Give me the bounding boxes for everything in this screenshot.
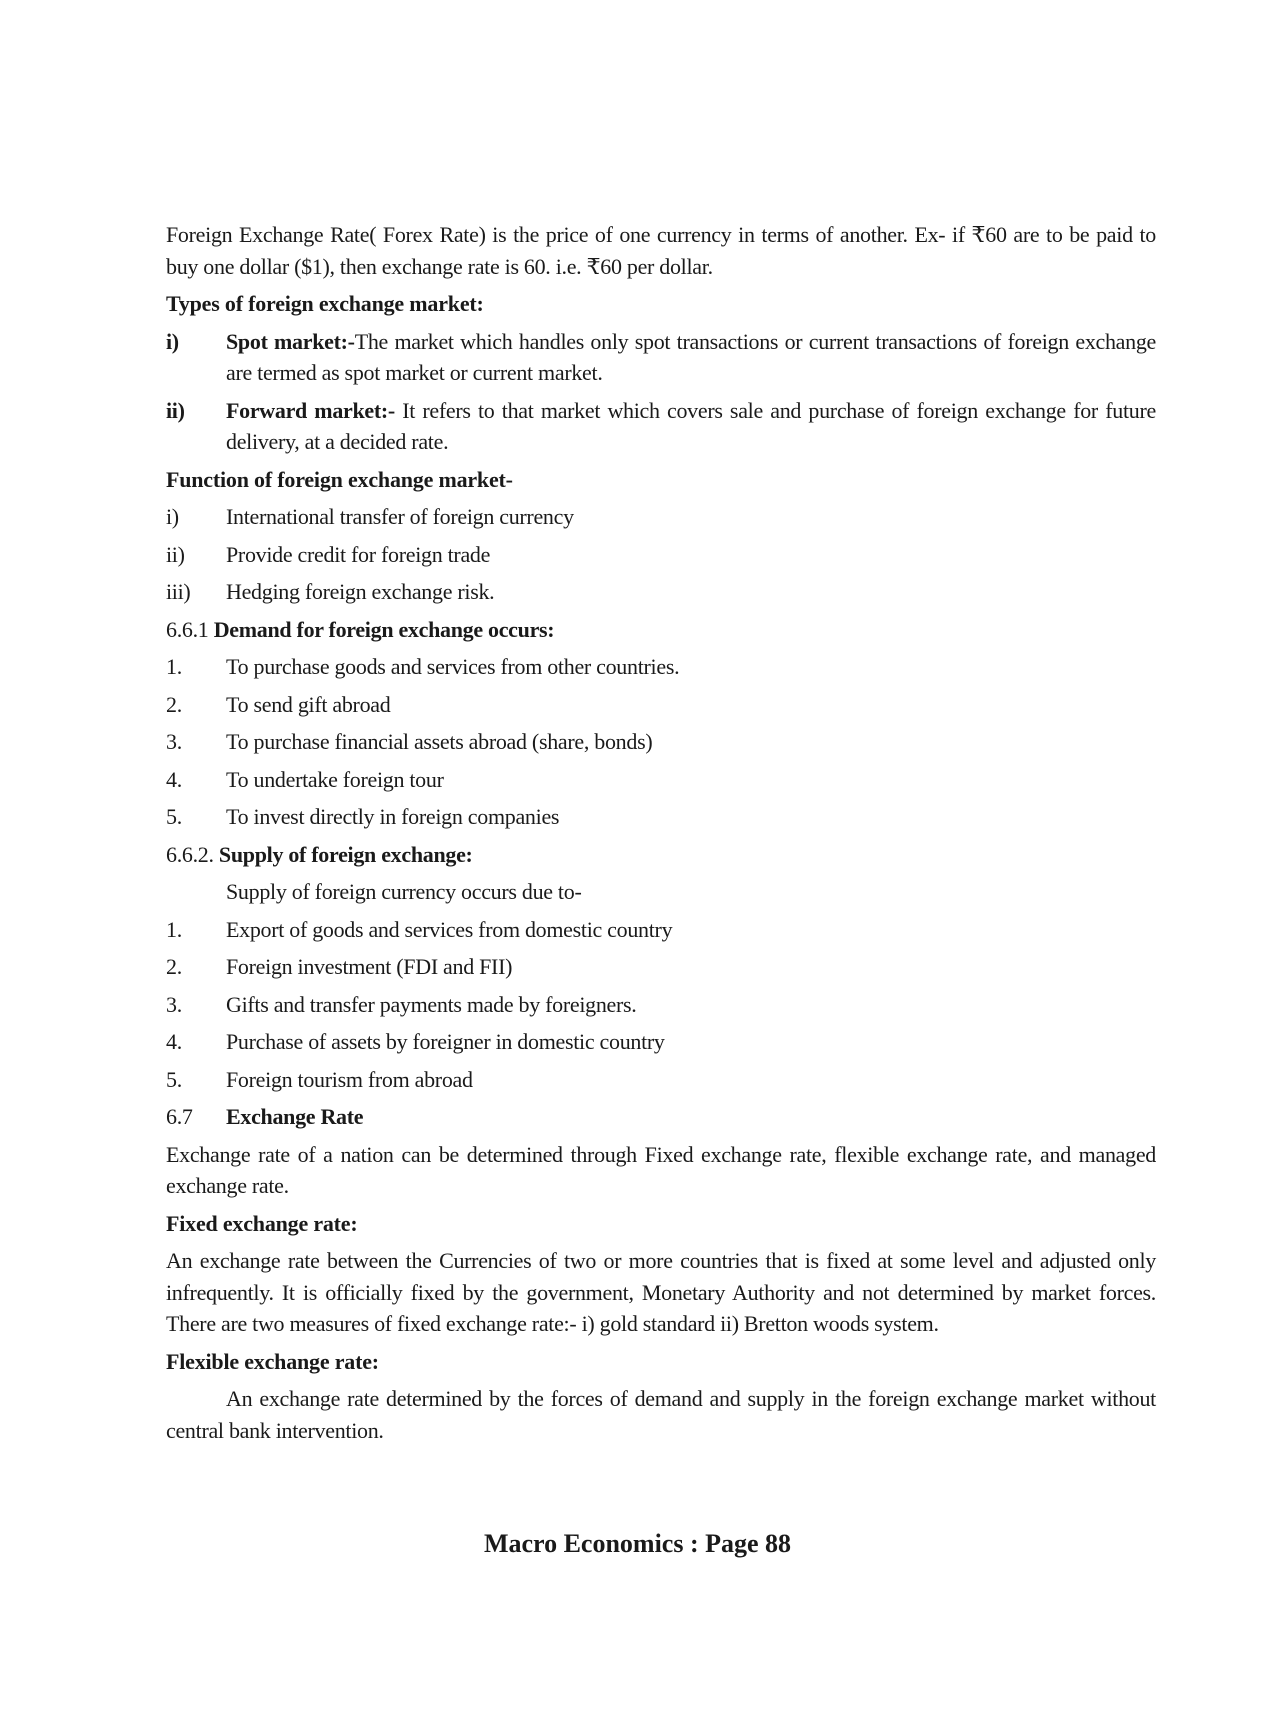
list-text: To undertake foreign tour — [226, 766, 444, 792]
supply-heading — [166, 839, 1156, 871]
flexible-paragraph: An exchange rate determined by the forces of demand and supply in the foreign exchange market without central bank intervention. — [166, 1386, 1156, 1443]
fixed-heading: Fixed exchange rate: — [166, 1210, 358, 1236]
list-text: Foreign investment (FDI and FII) — [226, 954, 513, 979]
list-item — [166, 689, 1156, 721]
term: Spot market:- — [226, 328, 355, 354]
list-text: To purchase financial assets abroad (share, bonds) — [226, 729, 653, 754]
demand-heading — [166, 614, 1156, 646]
list-number: 4. — [166, 766, 182, 792]
list-item — [166, 801, 1156, 833]
list-item — [166, 764, 1156, 796]
list-item — [166, 989, 1156, 1021]
list-item — [166, 1026, 1156, 1058]
list-number: 5. — [166, 804, 182, 829]
list-text: Purchase of assets by foreigner in domestic country — [226, 1029, 665, 1054]
list-item — [166, 326, 1156, 389]
list-number: 5. — [166, 1066, 182, 1092]
definition: The market which handles only spot transactions or current transactions of foreign exchange are termed as spot market or current market. — [226, 328, 1157, 385]
list-number: i) — [166, 504, 179, 529]
list-number: 2. — [166, 691, 182, 717]
page-footer: Macro Economics : Page 88 — [483, 1529, 792, 1558]
section-number: 6.6.2. — [166, 841, 219, 867]
definition: It refers to that market which covers sale and purchase of foreign exchange for future delivery, at a decided rate. — [226, 397, 1156, 454]
list-text: To send gift abroad — [226, 691, 391, 717]
list-number: 2. — [166, 954, 182, 979]
intro-paragraph: Foreign Exchange Rate( Forex Rate) is the price of one currency in terms of another. Ex- if ₹60 are to be paid to buy one dollar ($1), then exchange rate is 60. i.e. ₹60 per dollar. — [166, 222, 1156, 279]
list-number: 3. — [166, 729, 182, 754]
list-item — [166, 395, 1156, 458]
exchange-rate-heading — [166, 1101, 1156, 1133]
section-number: 6.6.1 — [166, 616, 214, 642]
list-number: 1. — [166, 654, 182, 679]
section-title: Supply of foreign exchange: — [218, 841, 473, 867]
fixed-paragraph: An exchange rate between the Currencies of two or more countries that is fixed at some level and adjusted only infrequently. It is officially fixed by the government, Monetary Authority and not determined by market forces. There are two measures of fixed exchange rate:- i) gold standard ii) Bretton woods system. — [166, 1248, 1156, 1336]
list-text: International transfer of foreign currency — [226, 504, 574, 529]
list-item — [166, 651, 1156, 683]
types-heading: Types of foreign exchange market: — [166, 291, 484, 316]
list-item — [166, 576, 1156, 608]
list-text: Gifts and transfer payments made by foreigners. — [226, 991, 637, 1017]
list-text: Provide credit for foreign trade — [226, 541, 491, 567]
list-number: 3. — [166, 991, 182, 1017]
functions-heading: Function of foreign exchange market- — [166, 466, 513, 492]
flexible-heading: Flexible exchange rate: — [166, 1348, 379, 1374]
list-number: ii) — [166, 397, 185, 423]
list-number: i) — [166, 328, 179, 354]
list-text: Export of goods and services from domestic country — [226, 916, 673, 942]
term: Forward market:- — [226, 397, 395, 423]
exchange-rate-paragraph: Exchange rate of a nation can be determined through Fixed exchange rate, flexible exchange rate, and managed exchange rate. — [166, 1141, 1156, 1198]
list-item — [166, 539, 1156, 571]
list-item — [166, 726, 1156, 758]
supply-lead: Supply of foreign currency occurs due to- — [226, 879, 582, 904]
list-number: 1. — [166, 916, 182, 942]
list-text: Foreign tourism from abroad — [226, 1066, 473, 1092]
list-text — [226, 395, 1156, 458]
page-content — [166, 219, 1156, 1446]
list-text: Hedging foreign exchange risk. — [226, 579, 495, 604]
list-item — [166, 501, 1156, 533]
list-text — [226, 326, 1156, 389]
list-item — [166, 951, 1156, 983]
list-text: To purchase goods and services from other countries. — [226, 654, 680, 679]
list-item — [166, 1064, 1156, 1096]
list-number: 4. — [166, 1029, 182, 1054]
list-item — [166, 914, 1156, 946]
section-title: Demand for foreign exchange occurs: — [213, 616, 555, 642]
list-text: To invest directly in foreign companies — [226, 804, 560, 829]
section-number: 6.7 — [166, 1104, 193, 1129]
list-number: iii) — [166, 579, 191, 604]
list-number: ii) — [166, 541, 185, 567]
section-title: Exchange Rate — [226, 1104, 364, 1129]
